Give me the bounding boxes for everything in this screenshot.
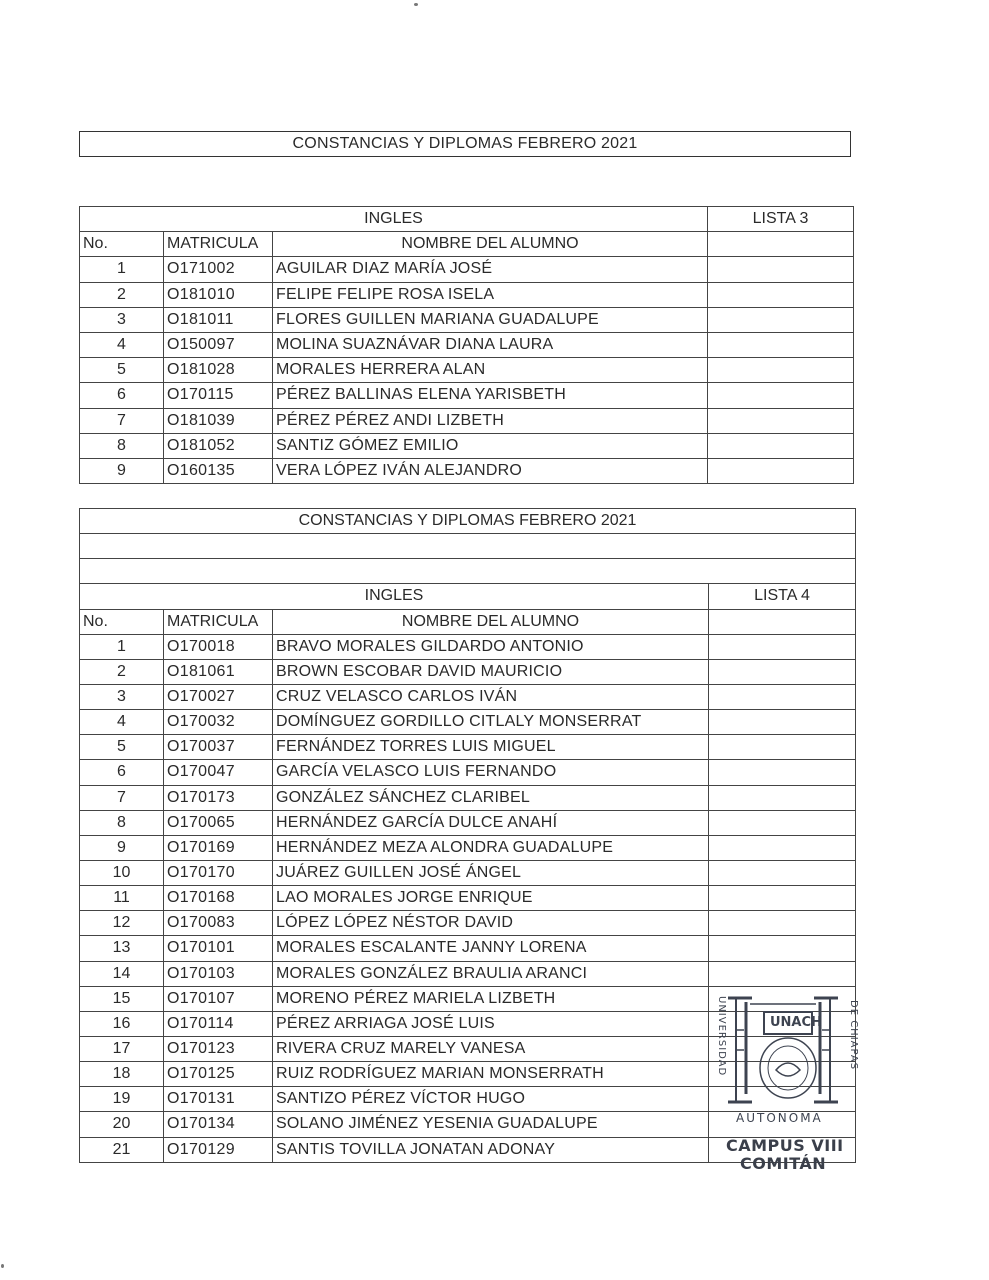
row-matricula: O171002 <box>164 257 273 282</box>
row-number: 5 <box>80 735 164 760</box>
row-nombre: FERNÁNDEZ TORRES LUIS MIGUEL <box>273 735 709 760</box>
row-extra <box>709 835 856 860</box>
row-matricula: O150097 <box>164 332 273 357</box>
table-row <box>80 659 856 684</box>
row-nombre: MORALES GONZÁLEZ BRAULIA ARANCI <box>273 961 709 986</box>
row-extra <box>709 936 856 961</box>
table-row <box>80 307 854 332</box>
stamp-city: COMITÁN <box>740 1154 827 1173</box>
row-matricula: O170018 <box>164 634 273 659</box>
row-extra <box>708 282 854 307</box>
row-matricula: O170065 <box>164 810 273 835</box>
table-row <box>80 860 856 885</box>
stamp-emblem-text: UNACH <box>770 1015 822 1030</box>
university-stamp <box>708 990 860 1175</box>
row-extra <box>708 332 854 357</box>
row-extra <box>709 860 856 885</box>
table-row <box>80 383 854 408</box>
row-matricula: O181010 <box>164 282 273 307</box>
row-nombre: GONZÁLEZ SÁNCHEZ CLARIBEL <box>273 785 709 810</box>
row-matricula: O170125 <box>164 1062 273 1087</box>
row-matricula: O170168 <box>164 886 273 911</box>
row-extra <box>709 760 856 785</box>
list3-subject: INGLES <box>80 207 708 232</box>
row-extra <box>708 458 854 483</box>
row-number: 14 <box>80 961 164 986</box>
document-title <box>79 131 851 157</box>
row-number: 1 <box>80 634 164 659</box>
row-nombre: DOMÍNGUEZ GORDILLO CITLALY MONSERRAT <box>273 710 709 735</box>
row-nombre: FLORES GUILLEN MARIANA GUADALUPE <box>273 307 708 332</box>
row-extra <box>708 408 854 433</box>
row-matricula: O170047 <box>164 760 273 785</box>
row-number: 9 <box>80 835 164 860</box>
row-matricula: O181052 <box>164 433 273 458</box>
blank-cell <box>80 559 856 584</box>
blank-cell <box>80 534 856 559</box>
row-extra <box>709 886 856 911</box>
table-row <box>80 810 856 835</box>
row-nombre: HERNÁNDEZ GARCÍA DULCE ANAHÍ <box>273 810 709 835</box>
row-extra <box>708 358 854 383</box>
list3-col-matricula: MATRICULA <box>164 232 273 257</box>
list3-col-extra <box>708 232 854 257</box>
row-matricula: O170129 <box>164 1137 273 1162</box>
list3-list-label: LISTA 3 <box>708 207 854 232</box>
row-number: 2 <box>80 659 164 684</box>
stamp-right-text: DE CHIAPAS <box>848 1000 859 1071</box>
list3-table <box>79 206 854 484</box>
row-extra <box>709 684 856 709</box>
row-number: 6 <box>80 760 164 785</box>
row-nombre: VERA LÓPEZ IVÁN ALEJANDRO <box>273 458 708 483</box>
row-number: 7 <box>80 408 164 433</box>
row-extra <box>709 634 856 659</box>
row-number: 21 <box>80 1137 164 1162</box>
row-nombre: RIVERA CRUZ MARELY VANESA <box>273 1036 709 1061</box>
list3-subject-row <box>80 207 854 232</box>
list4-title-row <box>80 509 856 534</box>
row-nombre: HERNÁNDEZ MEZA ALONDRA GUADALUPE <box>273 835 709 860</box>
row-number: 10 <box>80 860 164 885</box>
scan-speck <box>414 3 418 6</box>
row-matricula: O170101 <box>164 936 273 961</box>
row-number: 16 <box>80 1011 164 1036</box>
table-row <box>80 785 856 810</box>
row-matricula: O170115 <box>164 383 273 408</box>
table-row <box>80 332 854 357</box>
row-nombre: LAO MORALES JORGE ENRIQUE <box>273 886 709 911</box>
list4-header-row <box>80 609 856 634</box>
list4-blank-row <box>80 559 856 584</box>
row-number: 4 <box>80 710 164 735</box>
row-number: 2 <box>80 282 164 307</box>
table-row <box>80 282 854 307</box>
table-row <box>80 961 856 986</box>
list4-subject-row <box>80 584 856 609</box>
table-row <box>80 408 854 433</box>
row-matricula: O170037 <box>164 735 273 760</box>
stamp-left-text: UNIVERSIDAD <box>716 996 727 1077</box>
list3-col-nombre: NOMBRE DEL ALUMNO <box>273 232 708 257</box>
row-extra <box>709 911 856 936</box>
table-row <box>80 710 856 735</box>
row-extra <box>708 383 854 408</box>
table-row <box>80 358 854 383</box>
row-extra <box>709 659 856 684</box>
row-nombre: LÓPEZ LÓPEZ NÉSTOR DAVID <box>273 911 709 936</box>
list4-blank-row <box>80 534 856 559</box>
row-extra <box>709 735 856 760</box>
table-row <box>80 936 856 961</box>
table-row <box>80 433 854 458</box>
table-row <box>80 835 856 860</box>
row-number: 3 <box>80 684 164 709</box>
row-number: 12 <box>80 911 164 936</box>
stamp-campus: CAMPUS VIII <box>726 1136 844 1155</box>
row-nombre: JUÁREZ GUILLEN JOSÉ ÁNGEL <box>273 860 709 885</box>
list4-list-label: LISTA 4 <box>709 584 856 609</box>
row-nombre: PÉREZ BALLINAS ELENA YARISBETH <box>273 383 708 408</box>
table-row <box>80 735 856 760</box>
row-extra <box>708 433 854 458</box>
row-number: 7 <box>80 785 164 810</box>
row-nombre: AGUILAR DIAZ MARÍA JOSÉ <box>273 257 708 282</box>
row-number: 20 <box>80 1112 164 1137</box>
row-number: 3 <box>80 307 164 332</box>
table-row <box>80 257 854 282</box>
row-number: 8 <box>80 433 164 458</box>
list4-title: CONSTANCIAS Y DIPLOMAS FEBRERO 2021 <box>80 509 856 534</box>
list4-col-nombre: NOMBRE DEL ALUMNO <box>273 609 709 634</box>
row-nombre: MORALES ESCALANTE JANNY LORENA <box>273 936 709 961</box>
list4-col-no: No. <box>80 609 164 634</box>
table-row <box>80 911 856 936</box>
row-extra <box>709 961 856 986</box>
row-matricula: O170114 <box>164 1011 273 1036</box>
row-extra <box>709 785 856 810</box>
row-number: 6 <box>80 383 164 408</box>
row-matricula: O160135 <box>164 458 273 483</box>
row-nombre: FELIPE FELIPE ROSA ISELA <box>273 282 708 307</box>
stamp-emblem-icon <box>708 990 860 1120</box>
row-extra <box>709 810 856 835</box>
row-number: 5 <box>80 358 164 383</box>
row-nombre: MORENO PÉREZ MARIELA LIZBETH <box>273 986 709 1011</box>
row-extra <box>709 710 856 735</box>
row-matricula: O181039 <box>164 408 273 433</box>
row-matricula: O170173 <box>164 785 273 810</box>
row-matricula: O181011 <box>164 307 273 332</box>
row-number: 19 <box>80 1087 164 1112</box>
row-number: 15 <box>80 986 164 1011</box>
table-row <box>80 886 856 911</box>
row-nombre: CRUZ VELASCO CARLOS IVÁN <box>273 684 709 709</box>
list4-subject: INGLES <box>80 584 709 609</box>
row-matricula: O181028 <box>164 358 273 383</box>
row-matricula: O170083 <box>164 911 273 936</box>
row-nombre: MORALES HERRERA ALAN <box>273 358 708 383</box>
row-number: 13 <box>80 936 164 961</box>
list3-header-row <box>80 232 854 257</box>
table-row <box>80 684 856 709</box>
row-nombre: SANTIZ GÓMEZ EMILIO <box>273 433 708 458</box>
row-nombre: SOLANO JIMÉNEZ YESENIA GUADALUPE <box>273 1112 709 1137</box>
table-row <box>80 634 856 659</box>
stamp-bottom-text: AUTONOMA <box>736 1111 823 1125</box>
row-nombre: SANTIZO PÉREZ VÍCTOR HUGO <box>273 1087 709 1112</box>
row-number: 18 <box>80 1062 164 1087</box>
list4-col-matricula: MATRICULA <box>164 609 273 634</box>
row-nombre: GARCÍA VELASCO LUIS FERNANDO <box>273 760 709 785</box>
row-matricula: O170170 <box>164 860 273 885</box>
row-extra <box>708 257 854 282</box>
row-nombre: BRAVO MORALES GILDARDO ANTONIO <box>273 634 709 659</box>
document-title-text: CONSTANCIAS Y DIPLOMAS FEBRERO 2021 <box>292 135 638 152</box>
row-number: 8 <box>80 810 164 835</box>
row-number: 9 <box>80 458 164 483</box>
table-row <box>80 760 856 785</box>
row-number: 4 <box>80 332 164 357</box>
row-nombre: RUIZ RODRÍGUEZ MARIAN MONSERRATH <box>273 1062 709 1087</box>
row-number: 17 <box>80 1036 164 1061</box>
table-row <box>80 458 854 483</box>
row-nombre: PÉREZ ARRIAGA JOSÉ LUIS <box>273 1011 709 1036</box>
row-nombre: BROWN ESCOBAR DAVID MAURICIO <box>273 659 709 684</box>
row-matricula: O181061 <box>164 659 273 684</box>
row-matricula: O170123 <box>164 1036 273 1061</box>
row-matricula: O170169 <box>164 835 273 860</box>
list4-col-extra <box>709 609 856 634</box>
row-matricula: O170032 <box>164 710 273 735</box>
row-matricula: O170134 <box>164 1112 273 1137</box>
row-number: 1 <box>80 257 164 282</box>
row-nombre: MOLINA SUAZNÁVAR DIANA LAURA <box>273 332 708 357</box>
row-nombre: SANTIS TOVILLA JONATAN ADONAY <box>273 1137 709 1162</box>
row-matricula: O170103 <box>164 961 273 986</box>
row-extra <box>708 307 854 332</box>
row-matricula: O170027 <box>164 684 273 709</box>
row-nombre: PÉREZ PÉREZ ANDI LIZBETH <box>273 408 708 433</box>
row-number: 11 <box>80 886 164 911</box>
list3-col-no: No. <box>80 232 164 257</box>
row-matricula: O170131 <box>164 1087 273 1112</box>
scan-speck <box>1 1264 4 1268</box>
row-matricula: O170107 <box>164 986 273 1011</box>
